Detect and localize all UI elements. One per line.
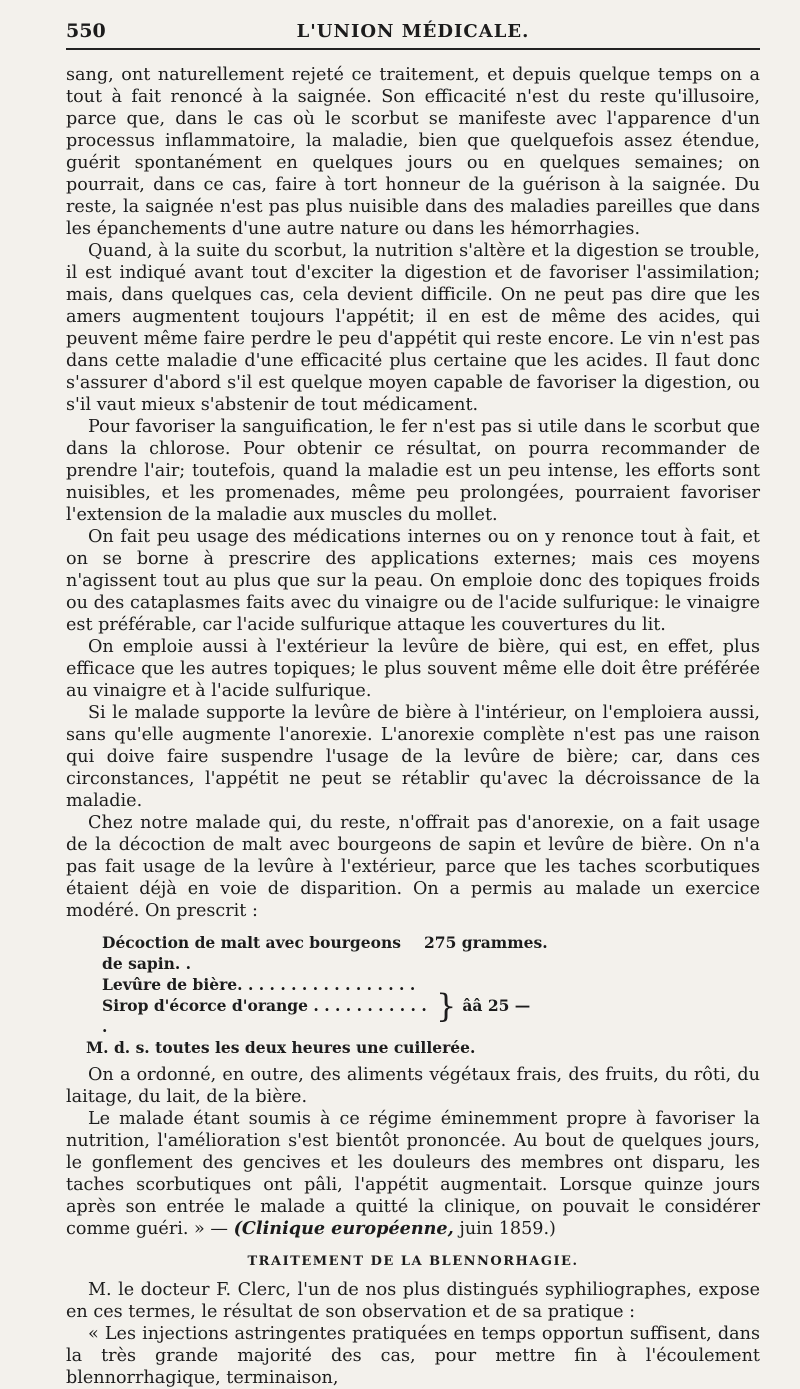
- section-title: TRAITEMENT DE LA BLENNORHAGIE.: [247, 1254, 579, 1269]
- prescription-block: [86, 932, 760, 1058]
- paragraph: « Les injections astringentes pratiquées en temps opportun suffisent, dans la très grande majorité des cas, pour mettre fin à l'écoulement blennorrhagique, terminaison,: [66, 1324, 760, 1388]
- paragraph: sang, ont naturellement rejeté ce traitement, et depuis quelque temps on a tout à fait renoncé à la saignée. Son efficacité n'est du reste qu'illusoire, parce que, dans le cas où le scorbut se manifeste avec l'apparence d'un processus inflammatoire, la maladie, bien que quelquefois assez étendue, guérit spontanément en quelques jours ou en quelques semaines; on pourrait, dans ce cas, faire à tort honneur de la guérison à la saignée. Du reste, la saignée n'est pas plus nuisible dans des maladies pareilles que dans les épanchements d'une autre nature ou dans les hémorrhagies.: [66, 65, 760, 239]
- paragraph: [66, 1108, 760, 1240]
- prescription-group: [102, 974, 760, 1037]
- prescription-line: [102, 932, 760, 974]
- prescription-group-items: [102, 974, 436, 1037]
- citation-date: juin 1859.): [453, 1219, 556, 1239]
- page-header: [66, 20, 760, 50]
- prescription-instruction: M. d. s. toutes les deux heures une cuillerée.: [86, 1038, 476, 1057]
- paragraph: Si le malade supporte la levûre de bière à l'intérieur, on l'emploiera aussi, sans qu'elle augmente l'anorexie. L'anorexie complète n'est pas une raison qui doive faire suspendre l'usage de la levûre de bière; car, dans ces circonstances, l'appétit ne peut se rétablir qu'avec la décroissance de la maladie.: [66, 703, 760, 811]
- prescription-item: Sirop d'écorce d'orange . . . . . . . . . . . .: [102, 996, 427, 1036]
- paragraph: Pour favoriser la sanguification, le fer n'est pas si utile dans le scorbut que dans la chlorose. Pour obtenir ce résultat, on pourra recommander de prendre l'air; toutefois, quand la maladie est un peu intense, les efforts sont nuisibles, et les promenades, même peu prolongées, pourraient favoriser l'extension de la maladie aux muscles du mollet.: [66, 417, 760, 525]
- source-citation: (Clinique européenne,: [233, 1218, 454, 1239]
- paragraph: Quand, à la suite du scorbut, la nutrition s'altère et la digestion se trouble, il est indiqué avant tout d'exciter la digestion et de favoriser l'assimilation; mais, dans quelques cas, cela devient difficile. On ne peut pas dire que les amers augmentent toujours l'appétit; il en est de même des acides, qui peuvent même faire perdre le peu d'appétit qui reste encore. Le vin n'est pas dans cette maladie d'une efficacité plus certaine que les acides. Il faut donc s'assurer d'abord s'il est quelque moyen capable de favoriser la digestion, ou s'il vaut mieux s'abstenir de tout médicament.: [66, 241, 760, 415]
- paragraph: On emploie aussi à l'extérieur la levûre de bière, qui est, en effet, plus efficace que les autres topiques; le plus souvent même elle doit être préférée au vinaigre et à l'acide sulfurique.: [66, 637, 760, 701]
- paragraph: On fait peu usage des médications internes ou on y renonce tout à fait, et on se borne à prescrire des applications externes; mais ces moyens n'agissent tout au plus que sur la peau. On emploie donc des topiques froids ou des cataplasmes faits avec du vinaigre ou de l'acide sulfurique: le vinaigre est préférable, car l'acide sulfurique attaque les couvertures du lit.: [66, 527, 760, 635]
- paragraph: Chez notre malade qui, du reste, n'offrait pas d'anorexie, on a fait usage de la décoction de malt avec bourgeons de sapin et levûre de bière. On n'a pas fait usage de la levûre à l'extérieur, parce que les taches scorbutiques étaient déjà en voie de disparition. On a permis au malade un exercice modéré. On prescrit :: [66, 813, 760, 921]
- paragraph-text: Le malade étant soumis à ce régime éminemment propre à favoriser la nutrition, l'amélioration s'est bientôt prononcée. Au bout de quelques jours, le gonflement des gencives et les douleurs des membres ont disparu, les taches scorbutiques ont pâli, l'appétit augmentait. Lorsque quinze jours après son entrée le malade a quitté la clinique, on pouvait le considérer comme guéri. » —: [66, 1109, 760, 1239]
- paragraph: On a ordonné, en outre, des aliments végétaux frais, des fruits, du rôti, du laitage, du lait, de la bière.: [66, 1065, 760, 1107]
- running-title: L'UNION MÉDICALE.: [296, 21, 530, 42]
- paragraph: M. le docteur F. Clerc, l'un de nos plus distingués syphiliographes, expose en ces termes, le résultat de son observation et de sa pratique :: [66, 1280, 760, 1322]
- prescription-item: Levûre de bière. . . . . . . . . . . . . . . . .: [102, 975, 416, 994]
- page-number: 550: [66, 20, 106, 42]
- prescription-item: Décoction de malt avec bourgeons de sapin. .: [102, 933, 401, 973]
- brace-symbol: }: [436, 986, 457, 1025]
- prescription-quantity: ââ 25 —: [462, 996, 531, 1015]
- prescription-quantity: 275 grammes.: [424, 933, 548, 952]
